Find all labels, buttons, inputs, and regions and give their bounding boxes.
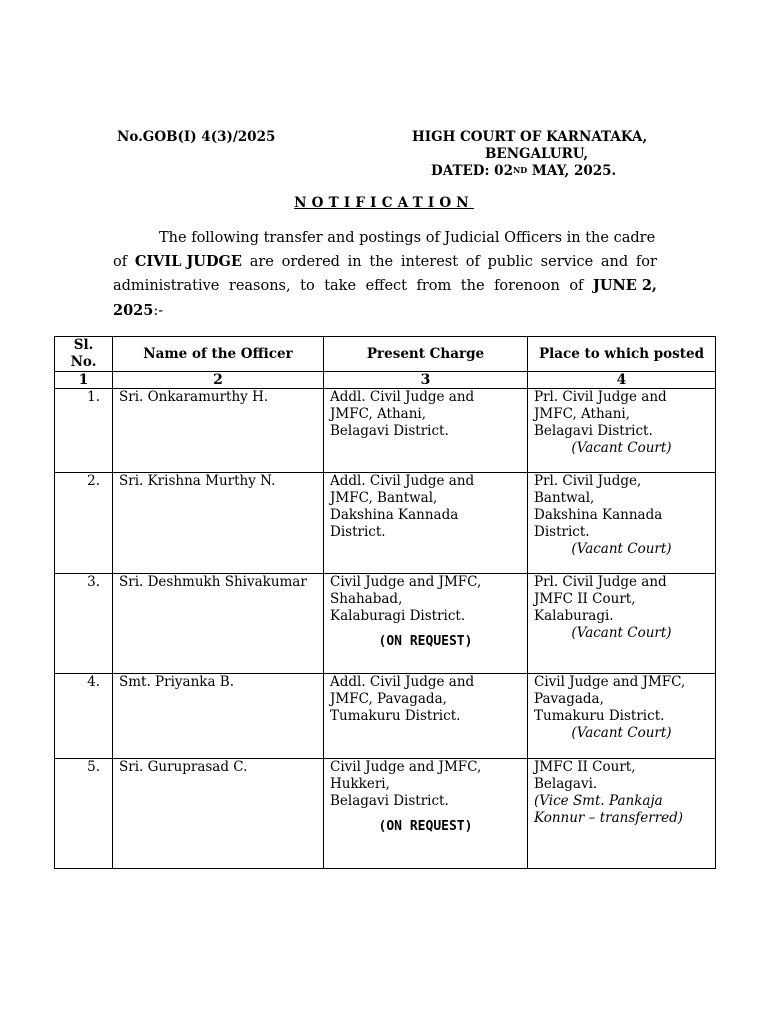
table-header-row bbox=[55, 337, 716, 372]
place-posted-line: Prl. Civil Judge and bbox=[534, 574, 667, 590]
paragraph-line-1: The following transfer and postings of Judicial Officers in the cadre bbox=[159, 230, 656, 246]
place-posted-line: JMFC II Court, bbox=[534, 591, 636, 607]
officer-name: Smt. Priyanka B. bbox=[113, 674, 324, 759]
paragraph-word: administrative bbox=[113, 278, 220, 294]
place-posted bbox=[528, 674, 716, 759]
present-charge-line: Kalaburagi District. bbox=[330, 608, 466, 624]
officer-name: Sri. Krishna Murthy N. bbox=[113, 473, 324, 574]
posting-note: (Vacant Court) bbox=[571, 625, 672, 641]
paragraph-word: CIVIL JUDGE bbox=[134, 253, 242, 270]
present-charge-line: JMFC, Athani, bbox=[330, 406, 427, 422]
paragraph-word: forenoon bbox=[494, 278, 560, 294]
present-charge-line: Dakshina Kannada bbox=[330, 507, 459, 523]
present-charge-line: District. bbox=[330, 524, 386, 540]
column-number: 3 bbox=[324, 372, 528, 389]
place-posted-line: Belagavi. bbox=[534, 776, 598, 792]
paragraph-word: public bbox=[487, 254, 533, 270]
reference-number: No.GOB(I) 4(3)/2025 bbox=[117, 129, 276, 145]
header-sl-no: Sl. No. bbox=[55, 337, 113, 372]
paragraph-word: to bbox=[300, 278, 315, 294]
table-row bbox=[55, 473, 716, 574]
place-posted-line: Prl. Civil Judge and bbox=[534, 389, 667, 405]
paragraph-word: interest bbox=[400, 254, 459, 270]
paragraph-word: ordered bbox=[281, 254, 340, 270]
column-number-row bbox=[55, 372, 716, 389]
serial-number: 4. bbox=[55, 674, 113, 759]
notification-date: DATED: 02ND MAY, 2025. bbox=[431, 163, 617, 179]
paragraph-word: and bbox=[600, 254, 629, 270]
present-charge-line: JMFC, Bantwal, bbox=[330, 490, 438, 506]
place-posted bbox=[528, 574, 716, 674]
notification-title: NOTIFICATION bbox=[294, 195, 474, 211]
present-charge-line: Addl. Civil Judge and bbox=[330, 674, 475, 690]
on-request-note: (ON REQUEST) bbox=[378, 634, 473, 649]
present-charge-line: Addl. Civil Judge and bbox=[330, 473, 475, 489]
place-posted-line: Pavagada, bbox=[534, 691, 604, 707]
present-charge-line: Tumakuru District. bbox=[330, 708, 461, 724]
present-charge bbox=[324, 389, 528, 473]
table-row bbox=[55, 574, 716, 674]
serial-number: 3. bbox=[55, 574, 113, 674]
present-charge-line: Belagavi District. bbox=[330, 793, 449, 809]
paragraph-word: reasons, bbox=[228, 278, 291, 294]
serial-number: 1. bbox=[55, 389, 113, 473]
present-charge-line: JMFC, Pavagada, bbox=[330, 691, 447, 707]
court-name: HIGH COURT OF KARNATAKA, bbox=[412, 129, 648, 145]
paragraph-word: the bbox=[460, 278, 485, 294]
present-charge bbox=[324, 473, 528, 574]
present-charge-line: Hukkeri, bbox=[330, 776, 390, 792]
place-posted-line: Prl. Civil Judge, bbox=[534, 473, 642, 489]
place-posted-line: Tumakuru District. bbox=[534, 708, 665, 724]
place-posted bbox=[528, 389, 716, 473]
place-posted-line: Bantwal, bbox=[534, 490, 595, 506]
place-posted-line: JMFC II Court, bbox=[534, 759, 636, 775]
place-posted bbox=[528, 759, 716, 869]
place-posted-line: District. bbox=[534, 524, 590, 540]
officer-name: Sri. Deshmukh Shivakumar bbox=[113, 574, 324, 674]
table-row bbox=[55, 389, 716, 473]
paragraph-word: take bbox=[324, 278, 357, 294]
transfer-table bbox=[54, 336, 716, 869]
serial-number: 5. bbox=[55, 759, 113, 869]
header-place-posted: Place to which posted bbox=[528, 337, 716, 372]
table-row bbox=[55, 674, 716, 759]
paragraph-word: are bbox=[249, 254, 274, 270]
posting-note: (Vacant Court) bbox=[571, 541, 672, 557]
column-number: 4 bbox=[528, 372, 716, 389]
column-number: 1 bbox=[55, 372, 113, 389]
court-city: BENGALURU, bbox=[485, 146, 589, 162]
place-posted bbox=[528, 473, 716, 574]
paragraph-line-3 bbox=[113, 274, 657, 298]
paragraph-word: for bbox=[635, 254, 657, 270]
paragraph-word: effect bbox=[365, 278, 407, 294]
serial-number: 2. bbox=[55, 473, 113, 574]
table-row bbox=[55, 759, 716, 869]
present-charge-line: Belagavi District. bbox=[330, 423, 449, 439]
place-posted-line: JMFC, Athani, bbox=[534, 406, 631, 422]
paragraph-word: JUNE 2, bbox=[592, 277, 657, 294]
paragraph-word: of bbox=[569, 278, 584, 294]
place-posted-line: Civil Judge and JMFC, bbox=[534, 674, 686, 690]
officer-name: Sri. Guruprasad C. bbox=[113, 759, 324, 869]
paragraph-word: from bbox=[416, 278, 452, 294]
header-present-charge: Present Charge bbox=[324, 337, 528, 372]
on-request-note: (ON REQUEST) bbox=[378, 819, 473, 834]
present-charge-line: Shahabad, bbox=[330, 591, 403, 607]
present-charge-line: Civil Judge and JMFC, bbox=[330, 759, 482, 775]
paragraph-word: of bbox=[465, 254, 480, 270]
present-charge-line: Civil Judge and JMFC, bbox=[330, 574, 482, 590]
present-charge bbox=[324, 759, 528, 869]
paragraph-word: of bbox=[113, 254, 128, 270]
place-posted-line: Dakshina Kannada bbox=[534, 507, 663, 523]
paragraph-word: service bbox=[540, 254, 594, 270]
posting-note: (Vice Smt. Pankaja Konnur – transferred) bbox=[534, 793, 684, 826]
place-posted-line: Belagavi District. bbox=[534, 423, 653, 439]
column-number: 2 bbox=[113, 372, 324, 389]
paragraph-word: the bbox=[369, 254, 394, 270]
officer-name: Sri. Onkaramurthy H. bbox=[113, 389, 324, 473]
posting-note: (Vacant Court) bbox=[571, 440, 672, 456]
present-charge bbox=[324, 674, 528, 759]
present-charge bbox=[324, 574, 528, 674]
paragraph-line-4: 2025 :- bbox=[113, 302, 164, 319]
paragraph-line-2 bbox=[113, 250, 657, 274]
header-officer-name: Name of the Officer bbox=[113, 337, 324, 372]
posting-note: (Vacant Court) bbox=[571, 725, 672, 741]
paragraph-word: in bbox=[347, 254, 362, 270]
place-posted-line: Kalaburagi. bbox=[534, 608, 614, 624]
present-charge-line: Addl. Civil Judge and bbox=[330, 389, 475, 405]
